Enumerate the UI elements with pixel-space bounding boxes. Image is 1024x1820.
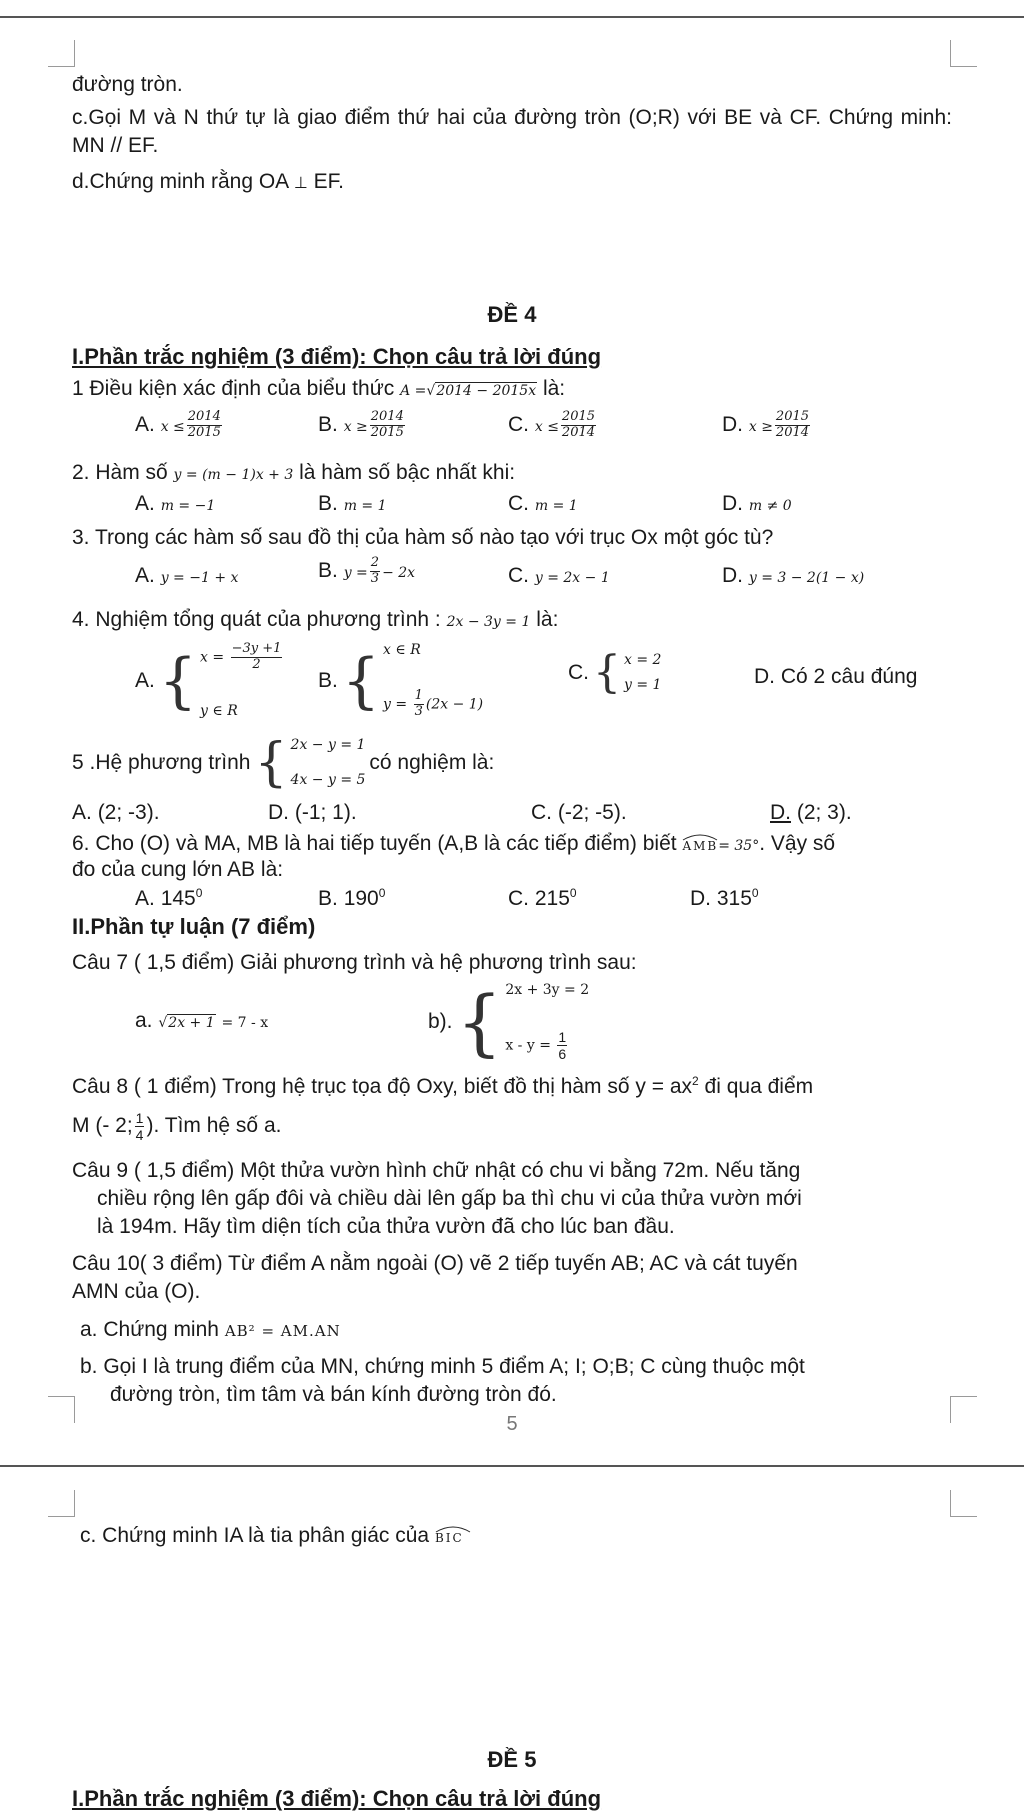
- q1-prefix: 1 Điều kiện xác định của biểu thức: [72, 377, 395, 400]
- q10-part-b-line-1: b. Gọi I là trung điểm của MN, chứng minh 5 điểm A; I; O;B; C cùng thuộc một: [80, 1355, 805, 1378]
- item-c: c.Gọi M và N thứ tự là giao điểm thứ hai của đường tròn (O;R) với BE và CF. Chứng minh: MN // EF.: [72, 106, 952, 157]
- item-d-prefix: d.Chứng minh rằng OA: [72, 170, 289, 193]
- q4-option-d: D. Có 2 câu đúng: [754, 665, 918, 688]
- question-2: 2. Hàm số y = (m − 1)x + 3 là hàm số bậc nhất khi:: [72, 461, 516, 484]
- question-5: 5 .Hệ phương trình { 2x − y = 1 4x − y = 5 có nghiệm là:: [72, 733, 495, 793]
- crop-mark-page2-top-left: [48, 1490, 75, 1517]
- q5-option-b: D. (-1; 1).: [268, 801, 357, 824]
- q7-part-b: b). { 2x + 3y = 2 x - y = $\frac{1}{6}$: [428, 980, 590, 1064]
- q1-radicand: 2014 − 2015x: [436, 383, 537, 399]
- q2-option-b: B. m = 1: [318, 492, 387, 515]
- page-number: 5: [506, 1413, 518, 1435]
- question-10-line-1: Câu 10( 3 điểm) Từ điểm A nằm ngoài (O) vẽ 2 tiếp tuyến AB; AC và cát tuyến: [72, 1252, 798, 1275]
- q7-part-a: a. √2x + 1 = 7 - x: [135, 1009, 269, 1032]
- question-8-line-2: M (- 2; $\frac{1}{4}$ ). Tìm hệ số a.: [72, 1110, 282, 1144]
- question-3: 3. Trong các hàm số sau đồ thị của hàm số nào tạo với trục Ox một góc tù?: [72, 526, 774, 549]
- question-7: Câu 7 ( 1,5 điểm) Giải phương trình và hệ phương trình sau:: [72, 951, 637, 974]
- q5-equation-1: 2x − y = 1: [290, 737, 366, 753]
- crop-mark-page2-top-right: [950, 1490, 977, 1517]
- q6-option-b: B. $190^0$: [318, 886, 386, 910]
- angle-amb: AMB: [682, 839, 718, 853]
- section-1-title: I.Phần trắc nghiệm (3 điểm): Chọn câu trả lời đúng: [72, 344, 602, 369]
- q6-option-c: C. $215^0$: [508, 886, 577, 910]
- q2-expression: y = (m − 1)x + 3: [173, 467, 294, 483]
- exam-title-4: ĐỀ 4: [487, 302, 537, 327]
- q2-option-d: D. m ≠ 0: [722, 492, 792, 515]
- item-d-suffix: EF.: [313, 170, 344, 193]
- q3-option-a: A. y = −1 + x: [135, 564, 239, 587]
- question-9-line-3: là 194m. Hãy tìm diện tích của thửa vườn đã cho lúc ban đầu.: [97, 1215, 675, 1238]
- page-break-rule: [0, 1465, 1024, 1467]
- q1-suffix: là:: [542, 377, 566, 400]
- angle-bic: BIC: [435, 1531, 464, 1545]
- q5-option-d: D. (2; 3).: [770, 801, 852, 824]
- question-10-line-2: AMN của (O).: [72, 1280, 201, 1303]
- q10-part-a: a. Chứng minh AB² = AM.AN: [80, 1318, 341, 1341]
- continuation-line: đường tròn.: [72, 73, 183, 96]
- question-9-line-2: chiều rộng lên gấp đôi và chiều dài lên gấp ba thì chu vi của thửa vườn mới: [97, 1187, 802, 1210]
- exam-title-5: ĐỀ 5: [487, 1747, 537, 1772]
- q4-equation: 2x − 3y = 1: [446, 614, 531, 630]
- q4-option-c: C. { x = 2 y = 1: [568, 647, 662, 698]
- q4-option-b: B. { x ∈ R y = $\frac{1}{3}$ (2x − 1): [318, 642, 484, 720]
- section-2-title: II.Phần tự luận (7 điểm): [72, 914, 316, 939]
- q5-option-a: A. (2; -3).: [72, 801, 160, 824]
- question-9-line-1: Câu 9 ( 1,5 điểm) Một thửa vườn hình chữ nhật có chu vi bằng 72m. Nếu tăng: [72, 1159, 801, 1182]
- q3-option-c: C. y = 2x − 1: [508, 564, 610, 587]
- q6-option-d: D. $315^0$: [690, 886, 759, 910]
- q1-option-c: C. x ≤ $\frac{2015}{2014}$: [508, 409, 596, 440]
- item-d: [72, 169, 344, 194]
- question-8-line-1: Câu 8 ( 1 điểm) Trong hệ trục tọa độ Oxy, biết đồ thị hàm số $y = ax^2$ đi qua điểm: [72, 1074, 814, 1098]
- question-1: 1 Điều kiện xác định của biểu thức A =√2014 − 2015x là:: [72, 377, 566, 400]
- q6-option-a: A. $145^0$: [135, 886, 203, 910]
- question-6-line-2: đo của cung lớn AB là:: [72, 858, 284, 881]
- question-4: 4. Nghiệm tổng quát của phương trình : 2x − 3y = 1 là:: [72, 608, 559, 631]
- q3-option-b: B. y = $\frac{2}{3}$ − 2x: [318, 555, 416, 586]
- q2-option-a: A. m = −1: [135, 492, 216, 515]
- q2-option-c: C. m = 1: [508, 492, 578, 515]
- q5-option-c: C. (-2; -5).: [531, 801, 627, 824]
- crop-mark-top-left: [48, 40, 75, 67]
- q1-option-d: D. x ≥ $\frac{2015}{2014}$: [722, 409, 810, 440]
- perpendicular-symbol: ⊥: [293, 175, 308, 192]
- q5-equation-2: 4x − y = 5: [290, 772, 366, 789]
- q1-expression-lhs: A =: [400, 383, 427, 399]
- q4-option-a: A. { x = $\frac{-3y +1}{2}$ y ∈ R: [135, 641, 282, 720]
- question-6-line-1: 6. Cho (O) và MA, MB là hai tiếp tuyến (A,B là các tiếp điểm) biết AMB= 35°. Vậy số: [72, 832, 836, 855]
- q10-part-b-line-2: đường tròn, tìm tâm và bán kính đường tròn đó.: [110, 1383, 557, 1406]
- page2-item-c: c. Chứng minh IA là tia phân giác của BIC: [80, 1523, 464, 1548]
- page2-section-1-title: I.Phần trắc nghiệm (3 điểm): Chọn câu trả lời đúng: [72, 1786, 602, 1811]
- q3-option-d: D. y = 3 − 2(1 − x): [722, 564, 865, 587]
- q1-option-a: A. x ≤ $\frac{2014}{2015}$: [135, 409, 221, 440]
- crop-mark-top-right: [950, 40, 977, 67]
- q1-option-b: B. x ≥ $\frac{2014}{2015}$: [318, 409, 404, 440]
- page-top-rule: [0, 16, 1024, 18]
